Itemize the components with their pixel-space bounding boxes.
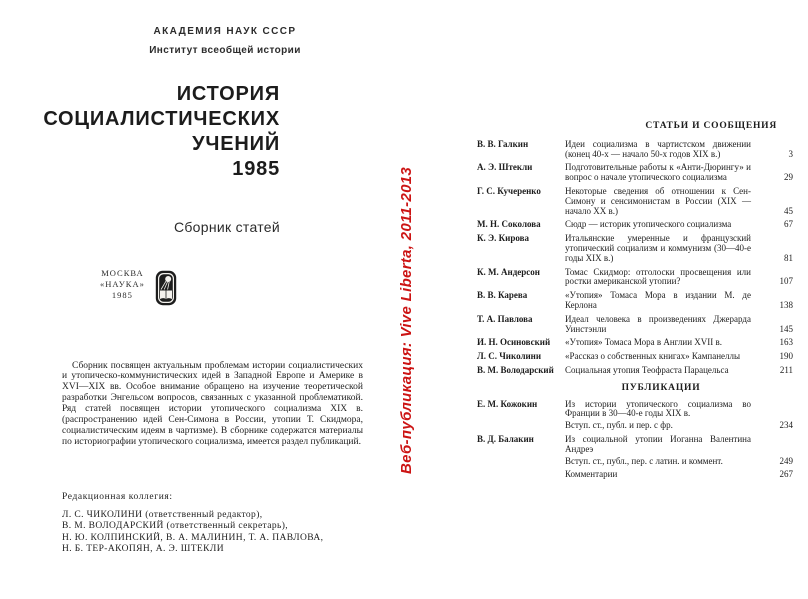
toc-page-number: 190 bbox=[779, 351, 793, 362]
toc-page-number: 107 bbox=[779, 276, 793, 287]
toc-entry bbox=[477, 163, 793, 183]
book-title-year: 1985 bbox=[232, 158, 280, 180]
toc-entry bbox=[477, 366, 793, 376]
editorial-board-member: Л. С. ЧИКОЛИНИ (ответственный редактор), bbox=[62, 510, 263, 520]
toc-title: Некоторые сведения об отношении к Сен-Симону и сенсимонистам в России (XIX — начало XX в.) bbox=[565, 185, 751, 216]
toc-author: В. М. Володарский bbox=[477, 364, 554, 375]
toc-note: Вступ. ст., публ., пер. с латин. и коммент. bbox=[565, 455, 723, 466]
toc-entry bbox=[477, 140, 793, 160]
toc-author: Л. С. Чиколини bbox=[477, 351, 542, 362]
table-of-contents bbox=[477, 122, 793, 484]
toc-title: Комментарии bbox=[565, 469, 618, 480]
toc-author: А. Э. Штекли bbox=[477, 162, 533, 173]
toc-page-number: 211 bbox=[779, 364, 793, 375]
toc-page-number: 267 bbox=[779, 469, 793, 480]
toc-entry bbox=[477, 435, 793, 466]
imprint-city: МОСКВА bbox=[101, 268, 144, 278]
toc-author: К. Э. Кирова bbox=[477, 233, 529, 244]
toc-author: И. Н. Осиновский bbox=[477, 337, 551, 348]
toc-page-number: 138 bbox=[779, 299, 793, 310]
toc-title: Итальянские умеренные и французский утопический социализм и коммунизм (30—40-е годы XIX в.) bbox=[565, 233, 751, 263]
toc-page-number: 234 bbox=[779, 420, 793, 431]
editorial-board-member: В. М. ВОЛОДАРСКИЙ (ответственный секретарь), bbox=[62, 521, 289, 532]
book-title-line: ИСТОРИЯ bbox=[176, 83, 280, 105]
toc-author: В. В. Карева bbox=[477, 290, 528, 301]
toc-title: Идеи социализма в чартистском движении (конец 40-х — начало 50-х годов XIX в.) bbox=[565, 138, 751, 159]
toc-note: Вступ. ст., публ. и пер. с фр. bbox=[565, 420, 673, 431]
book-subtitle: Сборник статей bbox=[173, 219, 280, 235]
toc-page-number: 249 bbox=[779, 455, 793, 466]
toc-entry bbox=[477, 470, 793, 480]
toc-page-number: 145 bbox=[779, 323, 793, 334]
toc-page-number: 81 bbox=[784, 252, 793, 263]
toc-entry bbox=[477, 400, 793, 431]
editorial-board-heading: Редакционная коллегия: bbox=[62, 492, 173, 502]
toc-author bbox=[477, 470, 565, 480]
toc-page-number: 29 bbox=[784, 172, 793, 183]
toc-author: В. Д. Балакин bbox=[477, 433, 534, 444]
toc-author: К. М. Андерсон bbox=[477, 266, 540, 277]
toc-page-number: 3 bbox=[788, 148, 793, 159]
toc-entry bbox=[477, 234, 793, 263]
editorial-board-member: Н. Ю. КОЛПИНСКИЙ, В. А. МАЛИНИН, Т. А. ПАВЛОВА, bbox=[62, 532, 324, 543]
toc-entry bbox=[477, 268, 793, 288]
toc-title: Из истории утопического социализма во Франции в 30—40-е годы XIX в. bbox=[565, 398, 751, 419]
toc-title: «Утопия» Томаса Мора в Англии XVII в. bbox=[565, 337, 723, 348]
toc-entry bbox=[477, 220, 793, 230]
book-annotation: Сборник посвящен актуальным проблемам истории социалистических и утопическо-коммунистических идей в Западной Европе и Америке в XVI—XIX вв. Особое внимание обращено на изучение теоретической разработки Энгельсом вопросов, связанных с указанной проблематикой. Ряд статей посвящен истории утопического социализма XIX в. (распространению идей Сен-Симона в России, утопии Т. Скидмора, социалистическим идеям в чартизме). В сборнике содержатся материалы по историографии утопического социализма, имеется раздел публикаций. bbox=[62, 360, 363, 447]
toc-page-number: 67 bbox=[784, 219, 793, 230]
toc-title: Социальная утопия Теофраста Парацельса bbox=[565, 364, 729, 375]
toc-title: Идеал человека в произведениях Джерарда Уинстэнли bbox=[565, 313, 751, 334]
toc-title: Сюдр — историк утопического социализма bbox=[565, 219, 732, 230]
editorial-board-member: Н. Б. ТЕР-АКОПЯН, А. Э. ШТЕКЛИ bbox=[62, 544, 224, 555]
toc-page-number: 45 bbox=[784, 205, 793, 216]
imprint-publisher: «НАУКА» bbox=[100, 279, 145, 289]
toc-entry bbox=[477, 187, 793, 216]
toc-entry bbox=[477, 352, 793, 362]
toc-author: Г. С. Кучеренко bbox=[477, 185, 541, 196]
web-publication-watermark: Веб-публикация: Vive Liberta, 2011-2013 bbox=[398, 166, 415, 474]
toc-author: Т. А. Павлова bbox=[477, 313, 533, 324]
book-title-line: УЧЕНИЙ bbox=[192, 133, 280, 155]
toc-title: «Рассказ о собственных книгах» Кампанеллы bbox=[565, 351, 741, 362]
toc-entry bbox=[477, 291, 793, 311]
toc-entry bbox=[477, 315, 793, 335]
academy-name: АКАДЕМИЯ НАУК СССР bbox=[153, 26, 297, 37]
toc-title: Подготовительные работы к «Анти-Дюрингу» и вопрос о начале утопического социализма bbox=[565, 162, 751, 183]
toc-title: «Утопия» Томаса Мора в издании М. де Керлона bbox=[565, 290, 751, 310]
toc-author: В. В. Галкин bbox=[477, 138, 529, 149]
book-title-line: СОЦИАЛИСТИЧЕСКИХ bbox=[43, 108, 280, 130]
toc-author: М. Н. Соколова bbox=[477, 219, 541, 230]
imprint-year: 1985 bbox=[111, 290, 133, 300]
articles-section-heading: СТАТЬИ И СООБЩЕНИЯ bbox=[645, 121, 777, 131]
toc-entry bbox=[477, 338, 793, 348]
publications-section-heading: ПУБЛИКАЦИИ bbox=[621, 382, 701, 393]
toc-page-number: 163 bbox=[779, 337, 793, 348]
toc-title: Томас Скидмор: отголоски просвещения или ростки американской утопии? bbox=[565, 266, 751, 287]
toc-author: Е. М. Кожокин bbox=[477, 398, 538, 409]
toc-title: Из социальной утопии Иоганна Валентина Андреэ bbox=[565, 433, 751, 454]
institute-name: Институт всеобщей истории bbox=[149, 45, 301, 56]
